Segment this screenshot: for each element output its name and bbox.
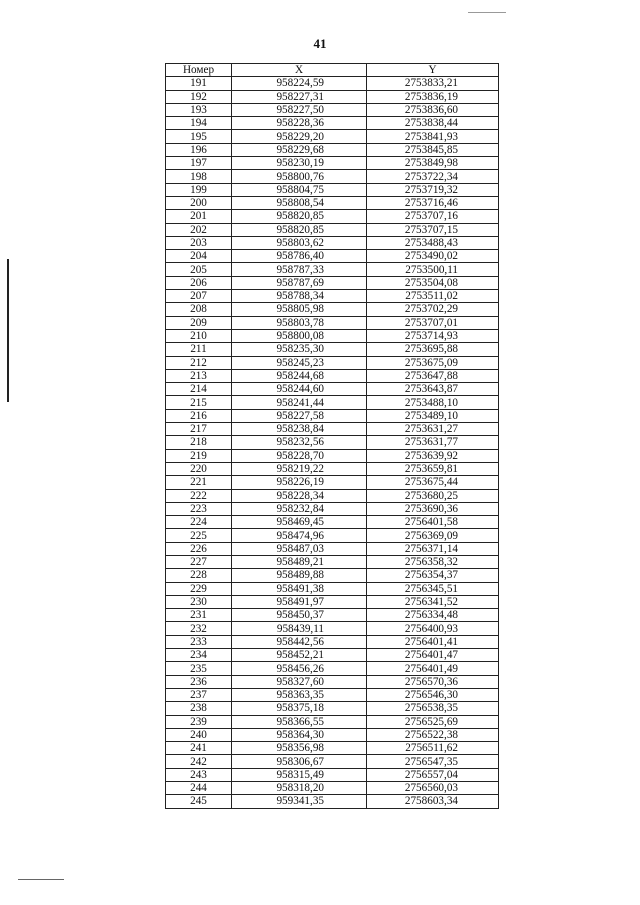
cell-y: 2753643,87 [367,383,499,396]
cell-y: 2756511,62 [367,742,499,755]
cell-number: 216 [166,409,232,422]
cell-number: 210 [166,329,232,342]
table-row [166,77,499,90]
cell-y: 2753722,34 [367,170,499,183]
cell-number: 193 [166,103,232,116]
cell-x: 958224,59 [232,77,367,90]
table-row [166,516,499,529]
cell-x: 958439,11 [232,622,367,635]
table-row [166,196,499,209]
cell-y: 2753838,44 [367,117,499,130]
table-row [166,688,499,701]
table-row [166,329,499,342]
cell-x: 958474,96 [232,529,367,542]
cell-x: 958306,67 [232,755,367,768]
cell-x: 958363,35 [232,688,367,701]
cell-x: 958803,78 [232,316,367,329]
cell-y: 2753690,36 [367,502,499,515]
table-body [166,77,499,808]
cell-y: 2758603,34 [367,795,499,808]
cell-y: 2753714,93 [367,329,499,342]
table-row [166,675,499,688]
cell-number: 208 [166,303,232,316]
header-x: X [232,64,367,77]
table-row [166,117,499,130]
cell-x: 958800,76 [232,170,367,183]
table-row [166,662,499,675]
cell-x: 958489,88 [232,569,367,582]
cell-number: 212 [166,356,232,369]
cell-y: 2753488,10 [367,396,499,409]
cell-number: 209 [166,316,232,329]
cell-number: 226 [166,542,232,555]
cell-y: 2753719,32 [367,183,499,196]
cell-number: 231 [166,609,232,622]
table-row [166,436,499,449]
cell-number: 234 [166,649,232,662]
table-row [166,316,499,329]
cell-number: 240 [166,728,232,741]
cell-y: 2756560,03 [367,782,499,795]
cell-x: 958491,97 [232,595,367,608]
table-row [166,210,499,223]
cell-y: 2753647,88 [367,369,499,382]
cell-x: 958364,30 [232,728,367,741]
header-number: Номер [166,64,232,77]
cell-number: 239 [166,715,232,728]
cell-x: 958219,22 [232,462,367,475]
cell-x: 958229,68 [232,143,367,156]
cell-y: 2753841,93 [367,130,499,143]
cell-number: 235 [166,662,232,675]
cell-x: 958450,37 [232,609,367,622]
cell-y: 2753490,02 [367,250,499,263]
cell-x: 958803,62 [232,236,367,249]
cell-x: 958232,84 [232,502,367,515]
cell-number: 228 [166,569,232,582]
cell-x: 958238,84 [232,423,367,436]
cell-x: 958786,40 [232,250,367,263]
coordinates-table [165,63,499,809]
cell-x: 958375,18 [232,702,367,715]
cell-y: 2753702,29 [367,303,499,316]
cell-y: 2753639,92 [367,449,499,462]
cell-number: 199 [166,183,232,196]
cell-number: 242 [166,755,232,768]
cell-y: 2753716,46 [367,196,499,209]
table-row [166,742,499,755]
cell-y: 2753504,08 [367,276,499,289]
table-row [166,768,499,781]
cell-y: 2756354,37 [367,569,499,582]
table-row [166,555,499,568]
cell-number: 194 [166,117,232,130]
cell-y: 2753511,02 [367,290,499,303]
cell-y: 2753675,44 [367,476,499,489]
cell-x: 958787,33 [232,263,367,276]
cell-y: 2753675,09 [367,356,499,369]
table-row [166,702,499,715]
cell-number: 224 [166,516,232,529]
cell-x: 958226,19 [232,476,367,489]
table-row [166,343,499,356]
cell-number: 218 [166,436,232,449]
table-row [166,223,499,236]
cell-x: 958245,23 [232,356,367,369]
table-row [166,782,499,795]
cell-number: 215 [166,396,232,409]
cell-number: 197 [166,157,232,170]
cell-number: 232 [166,622,232,635]
cell-x: 958229,20 [232,130,367,143]
scan-artifact-line [18,879,64,880]
cell-x: 958469,45 [232,516,367,529]
cell-y: 2753707,15 [367,223,499,236]
cell-y: 2753707,01 [367,316,499,329]
table-row [166,529,499,542]
table-row [166,635,499,648]
cell-number: 206 [166,276,232,289]
cell-y: 2756538,35 [367,702,499,715]
cell-y: 2756557,04 [367,768,499,781]
table-row [166,449,499,462]
cell-y: 2753500,11 [367,263,499,276]
cell-y: 2753833,21 [367,77,499,90]
cell-y: 2753836,19 [367,90,499,103]
table-row [166,183,499,196]
cell-x: 958800,08 [232,329,367,342]
table-row [166,250,499,263]
cell-number: 211 [166,343,232,356]
table-row [166,369,499,382]
cell-number: 229 [166,582,232,595]
table-row [166,609,499,622]
cell-number: 213 [166,369,232,382]
cell-number: 243 [166,768,232,781]
page-number: 41 [313,36,327,51]
cell-x: 958227,50 [232,103,367,116]
cell-number: 204 [166,250,232,263]
table-row [166,276,499,289]
cell-x: 958228,36 [232,117,367,130]
cell-x: 958820,85 [232,210,367,223]
cell-y: 2756401,47 [367,649,499,662]
cell-x: 958487,03 [232,542,367,555]
table-row [166,542,499,555]
cell-number: 241 [166,742,232,755]
table-row [166,409,499,422]
cell-y: 2756525,69 [367,715,499,728]
cell-x: 958788,34 [232,290,367,303]
table-row [166,569,499,582]
cell-x: 958808,54 [232,196,367,209]
cell-y: 2756341,52 [367,595,499,608]
cell-number: 195 [166,130,232,143]
cell-number: 225 [166,529,232,542]
cell-y: 2753631,77 [367,436,499,449]
scan-artifact-line [468,12,506,13]
cell-x: 958327,60 [232,675,367,688]
cell-x: 958230,19 [232,157,367,170]
cell-number: 245 [166,795,232,808]
cell-x: 958228,70 [232,449,367,462]
cell-y: 2753849,98 [367,157,499,170]
cell-number: 238 [166,702,232,715]
table-row [166,755,499,768]
cell-number: 236 [166,675,232,688]
cell-x: 958456,26 [232,662,367,675]
cell-number: 221 [166,476,232,489]
cell-y: 2756401,41 [367,635,499,648]
table-row [166,582,499,595]
table-row [166,476,499,489]
table-row [166,595,499,608]
table-row [166,157,499,170]
cell-number: 214 [166,383,232,396]
cell-y: 2756334,48 [367,609,499,622]
table-row [166,489,499,502]
cell-number: 196 [166,143,232,156]
cell-x: 958489,21 [232,555,367,568]
cell-number: 202 [166,223,232,236]
cell-y: 2756369,09 [367,529,499,542]
table-row [166,130,499,143]
cell-y: 2756570,36 [367,675,499,688]
table-row [166,423,499,436]
cell-number: 201 [166,210,232,223]
table-row [166,263,499,276]
cell-x: 958820,85 [232,223,367,236]
cell-x: 958315,49 [232,768,367,781]
cell-x: 958452,21 [232,649,367,662]
header-y: Y [367,64,499,77]
cell-x: 958232,56 [232,436,367,449]
cell-number: 233 [166,635,232,648]
cell-y: 2756345,51 [367,582,499,595]
cell-y: 2753488,43 [367,236,499,249]
cell-number: 220 [166,462,232,475]
cell-y: 2753845,85 [367,143,499,156]
cell-x: 958356,98 [232,742,367,755]
cell-number: 230 [166,595,232,608]
cell-y: 2756522,38 [367,728,499,741]
cell-y: 2753631,27 [367,423,499,436]
cell-number: 203 [166,236,232,249]
cell-y: 2753489,10 [367,409,499,422]
cell-y: 2753836,60 [367,103,499,116]
cell-x: 958442,56 [232,635,367,648]
cell-number: 244 [166,782,232,795]
table-row [166,715,499,728]
table-row [166,396,499,409]
table-row [166,356,499,369]
cell-x: 958228,34 [232,489,367,502]
table-row [166,649,499,662]
cell-number: 237 [166,688,232,701]
cell-number: 200 [166,196,232,209]
cell-x: 958787,69 [232,276,367,289]
cell-y: 2756547,35 [367,755,499,768]
table-row [166,622,499,635]
cell-x: 958318,20 [232,782,367,795]
cell-number: 217 [166,423,232,436]
table-row [166,170,499,183]
cell-x: 958366,55 [232,715,367,728]
table-row [166,303,499,316]
table-row [166,502,499,515]
cell-y: 2756400,93 [367,622,499,635]
cell-y: 2756546,30 [367,688,499,701]
table-header-row [166,64,499,77]
cell-number: 198 [166,170,232,183]
cell-y: 2753695,88 [367,343,499,356]
cell-x: 958241,44 [232,396,367,409]
cell-number: 219 [166,449,232,462]
margin-scan-bar [7,259,9,402]
cell-y: 2753707,16 [367,210,499,223]
cell-number: 227 [166,555,232,568]
cell-number: 205 [166,263,232,276]
cell-y: 2753659,81 [367,462,499,475]
table-row [166,290,499,303]
table-row [166,728,499,741]
cell-x: 958244,68 [232,369,367,382]
table-row [166,143,499,156]
cell-y: 2756401,49 [367,662,499,675]
table-row [166,795,499,808]
cell-number: 191 [166,77,232,90]
cell-number: 222 [166,489,232,502]
cell-x: 959341,35 [232,795,367,808]
table-row [166,90,499,103]
cell-x: 958805,98 [232,303,367,316]
cell-y: 2753680,25 [367,489,499,502]
cell-number: 223 [166,502,232,515]
cell-y: 2756371,14 [367,542,499,555]
cell-number: 192 [166,90,232,103]
cell-number: 207 [166,290,232,303]
cell-y: 2756401,58 [367,516,499,529]
cell-x: 958491,38 [232,582,367,595]
cell-x: 958235,30 [232,343,367,356]
cell-x: 958227,58 [232,409,367,422]
cell-x: 958244,60 [232,383,367,396]
table-row [166,103,499,116]
table-row [166,383,499,396]
cell-x: 958227,31 [232,90,367,103]
cell-x: 958804,75 [232,183,367,196]
table-row [166,236,499,249]
table-row [166,462,499,475]
cell-y: 2756358,32 [367,555,499,568]
